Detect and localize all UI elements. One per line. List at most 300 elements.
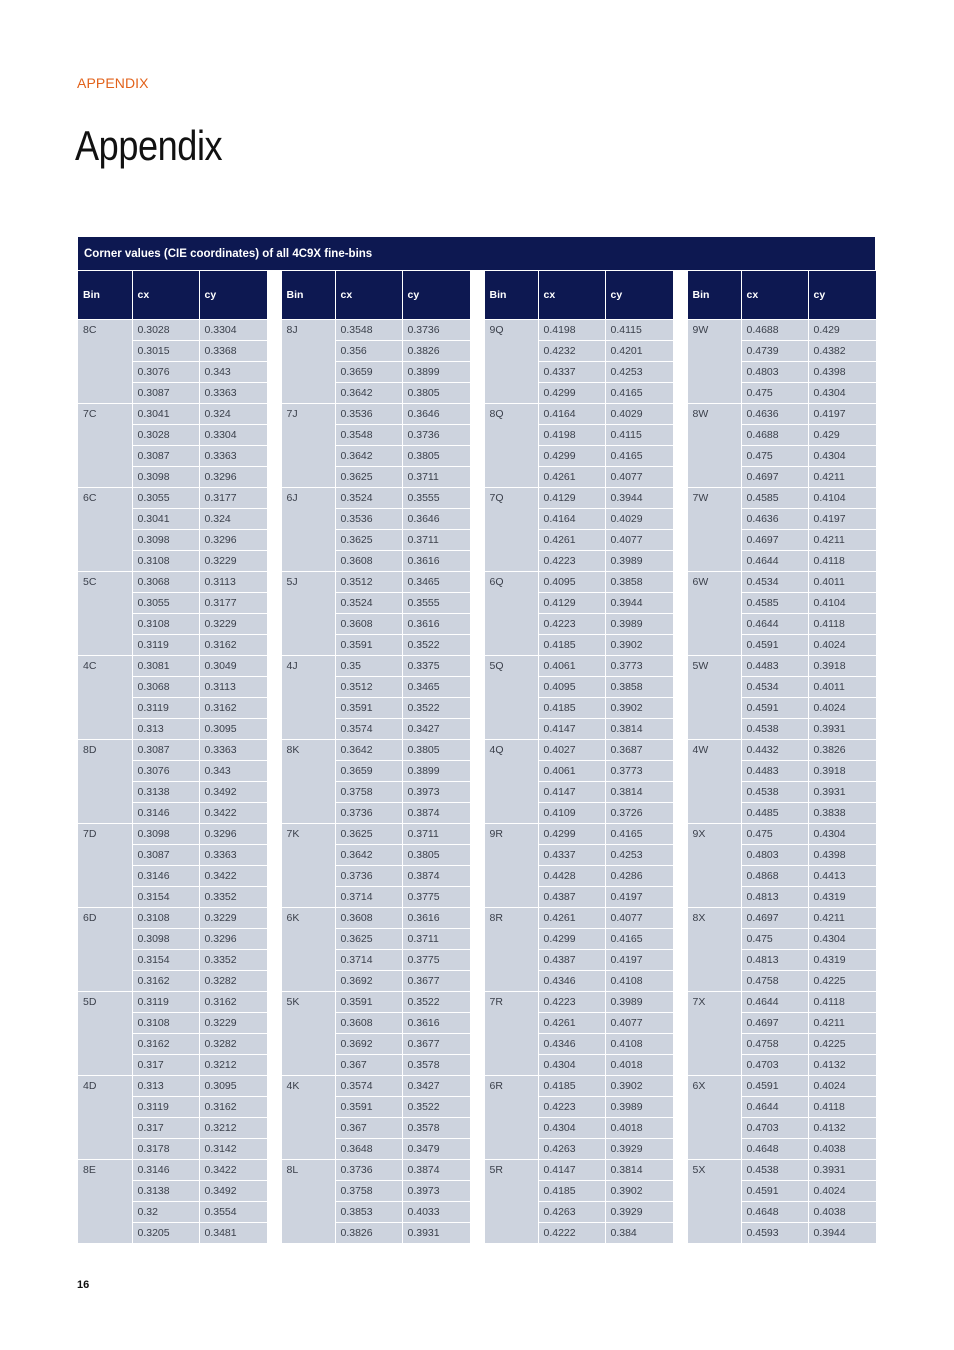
cy-cell: 0.4011 [808,676,876,697]
cy-cell: 0.4398 [808,844,876,865]
column-gap [267,823,281,844]
header-cy: cy [808,271,876,319]
column-gap [267,319,281,340]
cx-cell: 0.3055 [132,592,199,613]
cy-cell: 0.3465 [402,676,470,697]
column-gap [470,1201,484,1222]
cx-cell: 0.3692 [335,1033,402,1054]
cy-cell: 0.3375 [402,655,470,676]
cx-cell: 0.3081 [132,655,199,676]
cx-cell: 0.4223 [538,550,605,571]
cx-cell: 0.4198 [538,319,605,340]
cy-cell: 0.4024 [808,697,876,718]
column-gap [470,487,484,508]
column-gap [470,718,484,739]
table-row [78,1180,876,1201]
column-gap [673,886,687,907]
bin-cell: 8K [281,739,335,823]
bin-cell: 9W [687,319,741,403]
cx-cell: 0.3119 [132,697,199,718]
cx-cell: 0.4585 [741,592,808,613]
cx-cell: 0.3625 [335,928,402,949]
cy-cell: 0.3646 [402,508,470,529]
cx-cell: 0.3648 [335,1138,402,1159]
cx-cell: 0.4147 [538,781,605,802]
cy-cell: 0.4319 [808,886,876,907]
cy-cell: 0.3578 [402,1117,470,1138]
cx-cell: 0.3608 [335,1012,402,1033]
cy-cell: 0.4077 [605,907,673,928]
bin-cell: 4Q [484,739,538,823]
cy-cell: 0.3989 [605,991,673,1012]
cy-cell: 0.3902 [605,634,673,655]
cy-cell: 0.3931 [402,1222,470,1243]
column-gap [470,592,484,613]
column-gap [267,781,281,802]
table-row [78,466,876,487]
cx-cell: 0.3146 [132,1159,199,1180]
table-body [78,319,876,1243]
column-gap [267,886,281,907]
cx-cell: 0.4703 [741,1054,808,1075]
column-gap [470,949,484,970]
cx-cell: 0.3642 [335,382,402,403]
cy-cell: 0.3616 [402,1012,470,1033]
cx-cell: 0.4813 [741,949,808,970]
column-gap [267,865,281,886]
column-gap [267,802,281,823]
column-gap [267,1054,281,1075]
table-row [78,1033,876,1054]
column-gap [673,1201,687,1222]
column-gap [267,844,281,865]
bin-cell: 6C [78,487,132,571]
bin-cell: 7K [281,823,335,907]
cx-cell: 0.4095 [538,571,605,592]
bin-cell: 4J [281,655,335,739]
cx-cell: 0.3108 [132,1012,199,1033]
column-gap [470,781,484,802]
cy-cell: 0.4165 [605,382,673,403]
table-row [78,592,876,613]
bin-cell: 6X [687,1075,741,1159]
bin-cell: 7D [78,823,132,907]
column-gap [267,550,281,571]
cy-cell: 0.4108 [605,970,673,991]
table-row [78,445,876,466]
column-gap [470,571,484,592]
cx-cell: 0.313 [132,1075,199,1096]
cx-cell: 0.4758 [741,1033,808,1054]
column-gap [673,487,687,508]
cx-cell: 0.4346 [538,970,605,991]
column-gap [470,1054,484,1075]
cx-cell: 0.3736 [335,865,402,886]
table-row [78,655,876,676]
cx-cell: 0.4263 [538,1138,605,1159]
cy-cell: 0.4024 [808,1180,876,1201]
bin-cell: 8D [78,739,132,823]
fine-bins-table-container [78,237,875,1244]
cy-cell: 0.3858 [605,676,673,697]
cy-cell: 0.3368 [199,340,267,361]
cy-cell: 0.3352 [199,949,267,970]
cx-cell: 0.3068 [132,571,199,592]
table-row [78,1096,876,1117]
cy-cell: 0.3095 [199,718,267,739]
cx-cell: 0.4299 [538,445,605,466]
cx-cell: 0.3119 [132,634,199,655]
column-gap [470,970,484,991]
cy-cell: 0.3481 [199,1222,267,1243]
cy-cell: 0.4211 [808,466,876,487]
cx-cell: 0.475 [741,928,808,949]
cy-cell: 0.4029 [605,508,673,529]
cx-cell: 0.3087 [132,382,199,403]
table-row [78,340,876,361]
column-gap [673,949,687,970]
column-gap [267,1033,281,1054]
cx-cell: 0.4147 [538,718,605,739]
table-row [78,613,876,634]
bin-cell: 6R [484,1075,538,1159]
cy-cell: 0.3931 [808,718,876,739]
bin-cell: 7R [484,991,538,1075]
cy-cell: 0.3711 [402,466,470,487]
column-gap [470,760,484,781]
cx-cell: 0.356 [335,340,402,361]
cy-cell: 0.3687 [605,739,673,760]
cx-cell: 0.4432 [741,739,808,760]
column-gap [673,340,687,361]
cx-cell: 0.3736 [335,1159,402,1180]
cx-cell: 0.475 [741,382,808,403]
column-gap [267,1222,281,1243]
cy-cell: 0.3931 [808,781,876,802]
table-row [78,970,876,991]
page-title: Appendix [75,122,223,169]
cx-cell: 0.4585 [741,487,808,508]
cx-cell: 0.3736 [335,802,402,823]
cy-cell: 0.3677 [402,1033,470,1054]
bin-cell: 5J [281,571,335,655]
column-gap [673,1054,687,1075]
cx-cell: 0.3659 [335,361,402,382]
column-gap [267,718,281,739]
cx-cell: 0.3608 [335,907,402,928]
column-gap [673,508,687,529]
cy-cell: 0.3918 [808,760,876,781]
cy-cell: 0.4132 [808,1117,876,1138]
cy-cell: 0.3162 [199,991,267,1012]
header-cx: cx [741,271,808,319]
cx-cell: 0.4147 [538,1159,605,1180]
cy-cell: 0.3142 [199,1138,267,1159]
column-gap [470,613,484,634]
table-row [78,403,876,424]
cx-cell: 0.3524 [335,487,402,508]
cx-cell: 0.4061 [538,760,605,781]
cy-cell: 0.4104 [808,592,876,613]
cx-cell: 0.4644 [741,550,808,571]
column-gap [470,424,484,445]
table-row [78,991,876,1012]
bin-cell: 4C [78,655,132,739]
cy-cell: 0.3899 [402,760,470,781]
column-gap [673,970,687,991]
column-gap [470,1096,484,1117]
table-row [78,424,876,445]
cy-cell: 0.4225 [808,970,876,991]
cy-cell: 0.3838 [808,802,876,823]
cx-cell: 0.4198 [538,424,605,445]
cx-cell: 0.4697 [741,907,808,928]
cy-cell: 0.3282 [199,1033,267,1054]
cy-cell: 0.3296 [199,823,267,844]
column-gap [673,550,687,571]
column-gap [673,1096,687,1117]
section-label: APPENDIX [77,75,149,91]
cx-cell: 0.3574 [335,1075,402,1096]
cy-cell: 0.3736 [402,319,470,340]
cy-cell: 0.4225 [808,1033,876,1054]
cx-cell: 0.3608 [335,613,402,634]
column-gap [470,1075,484,1096]
cx-cell: 0.3591 [335,1096,402,1117]
bin-cell: 5R [484,1159,538,1243]
cy-cell: 0.4118 [808,613,876,634]
cx-cell: 0.3642 [335,445,402,466]
cy-cell: 0.3814 [605,718,673,739]
cy-cell: 0.3773 [605,655,673,676]
cx-cell: 0.3625 [335,529,402,550]
cy-cell: 0.4413 [808,865,876,886]
column-gap [673,403,687,424]
cx-cell: 0.4261 [538,466,605,487]
column-gap [470,823,484,844]
cx-cell: 0.4644 [741,613,808,634]
cx-cell: 0.3154 [132,949,199,970]
cx-cell: 0.3098 [132,466,199,487]
bin-cell: 4W [687,739,741,823]
cx-cell: 0.3162 [132,970,199,991]
cx-cell: 0.3015 [132,340,199,361]
bin-cell: 4D [78,1075,132,1159]
cy-cell: 0.3918 [808,655,876,676]
cx-cell: 0.3642 [335,739,402,760]
column-gap [470,550,484,571]
table-row [78,802,876,823]
column-gap [267,529,281,550]
column-gap [267,655,281,676]
header-cx: cx [538,271,605,319]
cx-cell: 0.4223 [538,991,605,1012]
cy-cell: 0.3814 [605,1159,673,1180]
column-gap [267,487,281,508]
column-gap [673,823,687,844]
cx-cell: 0.4299 [538,823,605,844]
cx-cell: 0.3512 [335,676,402,697]
column-gap [673,697,687,718]
table-row [78,739,876,760]
cy-cell: 0.3554 [199,1201,267,1222]
cx-cell: 0.4109 [538,802,605,823]
cy-cell: 0.3989 [605,1096,673,1117]
bin-cell: 8X [687,907,741,991]
cy-cell: 0.3578 [402,1054,470,1075]
cx-cell: 0.3087 [132,445,199,466]
cx-cell: 0.4644 [741,991,808,1012]
cy-cell: 0.3902 [605,1180,673,1201]
cy-cell: 0.3363 [199,382,267,403]
cx-cell: 0.4534 [741,571,808,592]
cy-cell: 0.4253 [605,361,673,382]
column-gap [470,697,484,718]
cx-cell: 0.317 [132,1117,199,1138]
cx-cell: 0.4813 [741,886,808,907]
bin-cell: 8E [78,1159,132,1243]
cx-cell: 0.4387 [538,949,605,970]
cy-cell: 0.4304 [808,445,876,466]
cx-cell: 0.3714 [335,886,402,907]
column-gap [673,907,687,928]
cy-cell: 0.3973 [402,781,470,802]
cx-cell: 0.4223 [538,1096,605,1117]
cy-cell: 0.4197 [808,403,876,424]
cx-cell: 0.3138 [132,781,199,802]
cx-cell: 0.4232 [538,340,605,361]
column-gap [673,991,687,1012]
cy-cell: 0.3522 [402,634,470,655]
column-gap [470,1159,484,1180]
cy-cell: 0.3805 [402,382,470,403]
header-cy: cy [605,271,673,319]
cx-cell: 0.4185 [538,634,605,655]
cy-cell: 0.4018 [605,1054,673,1075]
cx-cell: 0.3087 [132,739,199,760]
cx-cell: 0.4483 [741,760,808,781]
cy-cell: 0.3902 [605,1075,673,1096]
cx-cell: 0.4185 [538,1180,605,1201]
bin-cell: 6K [281,907,335,991]
cx-cell: 0.3146 [132,802,199,823]
cy-cell: 0.4201 [605,340,673,361]
cy-cell: 0.4118 [808,991,876,1012]
table-row [78,865,876,886]
cy-cell: 0.3711 [402,928,470,949]
cy-cell: 0.3296 [199,466,267,487]
header-gap [267,271,281,319]
cy-cell: 0.343 [199,760,267,781]
column-gap [267,1117,281,1138]
column-gap [470,907,484,928]
cy-cell: 0.3363 [199,844,267,865]
column-gap [673,1117,687,1138]
cy-cell: 0.4132 [808,1054,876,1075]
cx-cell: 0.32 [132,1201,199,1222]
cy-cell: 0.3775 [402,886,470,907]
cx-cell: 0.3591 [335,991,402,1012]
table-row [78,1222,876,1243]
bin-cell: 4K [281,1075,335,1159]
cy-cell: 0.3944 [808,1222,876,1243]
page-number: 16 [77,1279,90,1291]
cy-cell: 0.4197 [808,508,876,529]
table-row [78,718,876,739]
column-gap [470,991,484,1012]
cx-cell: 0.3055 [132,487,199,508]
cx-cell: 0.3512 [335,571,402,592]
cy-cell: 0.4165 [605,928,673,949]
column-gap [673,865,687,886]
cx-cell: 0.3714 [335,949,402,970]
cy-cell: 0.4304 [808,928,876,949]
cy-cell: 0.3773 [605,760,673,781]
cx-cell: 0.4261 [538,1012,605,1033]
cy-cell: 0.429 [808,424,876,445]
cx-cell: 0.4688 [741,319,808,340]
table-row [78,949,876,970]
cy-cell: 0.4115 [605,424,673,445]
cx-cell: 0.4591 [741,697,808,718]
column-gap [673,445,687,466]
cy-cell: 0.4304 [808,823,876,844]
column-gap [470,1222,484,1243]
bin-cell: 9R [484,823,538,907]
cy-cell: 0.3162 [199,697,267,718]
cy-cell: 0.3352 [199,886,267,907]
cy-cell: 0.3296 [199,928,267,949]
cy-cell: 0.3162 [199,1096,267,1117]
cx-cell: 0.4185 [538,697,605,718]
bin-cell: 9X [687,823,741,907]
column-gap [673,466,687,487]
cy-cell: 0.4024 [808,634,876,655]
fine-bins-table [78,271,877,1244]
cy-cell: 0.3805 [402,844,470,865]
column-gap [673,1222,687,1243]
cy-cell: 0.4197 [605,886,673,907]
cx-cell: 0.4485 [741,802,808,823]
column-gap [267,697,281,718]
column-gap [267,1075,281,1096]
cx-cell: 0.4697 [741,1012,808,1033]
cx-cell: 0.3758 [335,1180,402,1201]
column-gap [673,928,687,949]
cx-cell: 0.3853 [335,1201,402,1222]
table-row [78,1075,876,1096]
bin-cell: 8Q [484,403,538,487]
cy-cell: 0.3826 [402,340,470,361]
bin-cell: 6W [687,571,741,655]
cy-cell: 0.4038 [808,1138,876,1159]
cy-cell: 0.384 [605,1222,673,1243]
header-cx: cx [132,271,199,319]
cy-cell: 0.3805 [402,739,470,760]
header-bin: Bin [281,271,335,319]
cx-cell: 0.4337 [538,844,605,865]
cx-cell: 0.3068 [132,676,199,697]
cy-cell: 0.3899 [402,361,470,382]
cy-cell: 0.3555 [402,487,470,508]
column-gap [673,382,687,403]
cy-cell: 0.3113 [199,676,267,697]
cx-cell: 0.4868 [741,865,808,886]
cx-cell: 0.4185 [538,1075,605,1096]
column-gap [470,361,484,382]
column-gap [267,382,281,403]
cx-cell: 0.4261 [538,907,605,928]
